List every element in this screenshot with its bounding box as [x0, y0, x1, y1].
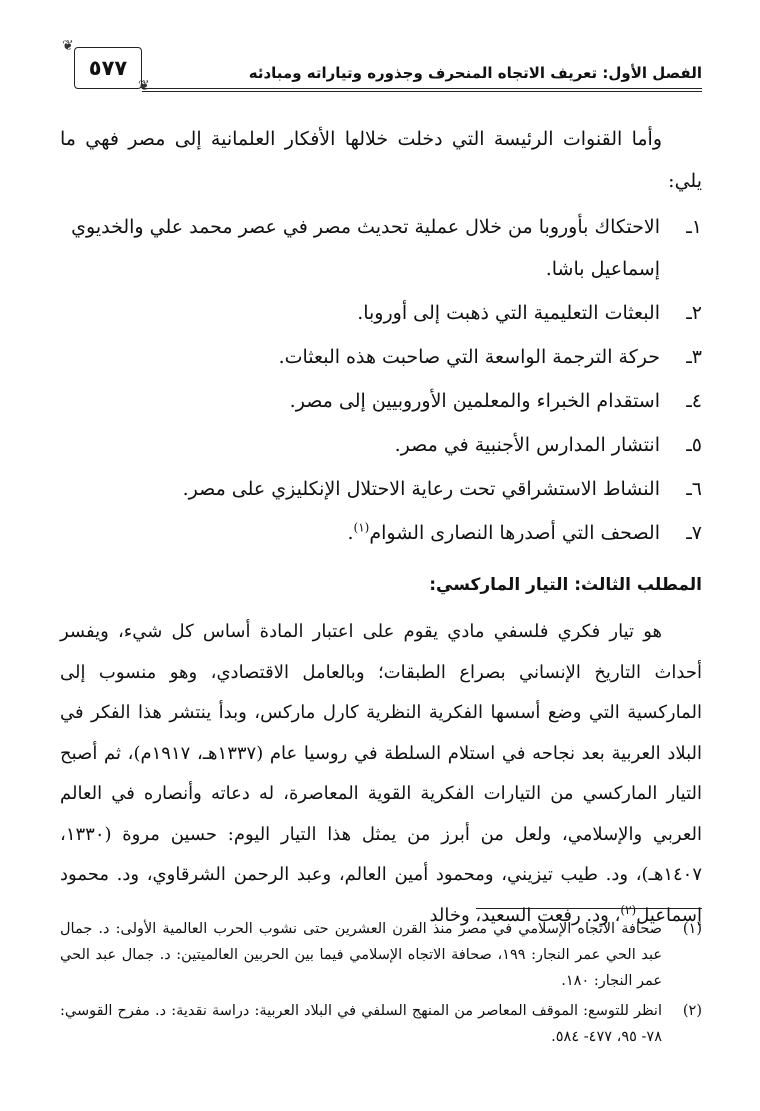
footnote-text: انظر للتوسع: الموقف المعاصر من المنهج السلفي في البلاد العربية: دراسة نقدية: د. مفرح القوسي: ٧٨- ٩٥، ٤٧٧- ٥٨٤.: [60, 1003, 662, 1045]
footnotes: [60, 916, 702, 1054]
list-item: [60, 380, 702, 422]
paragraph-text: هو تيار فكري فلسفي مادي يقوم على اعتبار المادة أساس كل شيء، ويفسر أحداث التاريخ الإنساني بصراع الطبقات؛ وبالعامل الاقتصادي، وهو منسوب إلى الماركسية التي وضع أسسها الفكرية النظرية كارل ماركس، وبدأ ينتشر هذا الفكر في البلاد العربية بعد نجاحه في استلام السلطة في روسيا عام (١٣٣٧هـ، ١٩١٧م)، ثم أصبح التيار الماركسي من التيارات الفكرية القوية المعاصرة، له دعاته وأنصاره في العالم العربي والإسلامي، ولعل من أبرز من يمثل هذا التيار اليوم: حسين مروة (١٣٣٠، ١٤٠٧هـ)، ود. طيب تيزيني، ومحمود أمين العالم، وعبد الرحمن الشرقاوي، ود. محمود إسماعيل: [60, 621, 702, 926]
footnote-divider: [476, 908, 702, 909]
footnote-text: صحافة الاتجاه الإسلامي في مصر منذ القرن العشرين حتى نشوب الحرب العالمية الأولى: د. جمال عبد الحي عمر النجار: ١٩٩، صحافة الاتجاه الإسلامي فيما بين الحربين العالميتين: د. جمال عبد الحي عمر النجار: ١٨٠.: [60, 921, 662, 989]
list-item: [60, 468, 702, 510]
list-text: النشاط الاستشراقي تحت رعاية الاحتلال الإنكليزي على مصر.: [182, 478, 660, 500]
footnote-ref: (١): [353, 520, 370, 535]
page-number-frame: [74, 47, 142, 89]
list-item: [60, 336, 702, 378]
footnote: [60, 998, 702, 1050]
list-number: ٦ـ: [686, 478, 702, 500]
list-item: [60, 206, 702, 290]
list-text-tail: .: [347, 522, 354, 544]
list-item: [60, 292, 702, 334]
footnote-ref: (٢): [620, 902, 637, 917]
header-divider: [142, 91, 702, 92]
list-number: ٤ـ: [686, 390, 702, 412]
list-text: استقدام الخبراء والمعلمين الأوروبيين إلى مصر.: [289, 390, 660, 412]
list-item: [60, 424, 702, 466]
list-text: الاحتكاك بأوروبا من خلال عملية تحديث مصر في عصر محمد علي والخديوي إسماعيل باشا.: [71, 216, 660, 280]
list-number: ١ـ: [686, 216, 702, 238]
list-text: البعثات التعليمية التي ذهبت إلى أوروبا.: [357, 302, 660, 324]
section-heading: المطلب الثالث: التيار الماركسي:: [429, 575, 702, 595]
list-number: ٣ـ: [686, 346, 702, 368]
footnote-number: (١): [682, 921, 702, 937]
list-text: الصحف التي أصدرها النصارى الشوام: [369, 522, 660, 544]
main-text: [60, 118, 702, 936]
list-item: [60, 512, 702, 554]
ornament-icon: ❦: [62, 38, 74, 54]
header-divider: [142, 88, 702, 89]
list-number: ٧ـ: [686, 522, 702, 544]
list-number: ٢ـ: [686, 302, 702, 324]
footnote-number: (٢): [682, 1003, 702, 1019]
list-number: ٥ـ: [686, 434, 702, 456]
chapter-title: الفصل الأول: تعريف الاتجاه المنحرف وجذوره وتياراته ومبادئه: [248, 64, 702, 82]
list-text: حركة الترجمة الواسعة التي صاحبت هذه البعثات.: [278, 346, 660, 368]
page-number: ٥٧٧: [88, 56, 128, 80]
intro-paragraph: وأما القنوات الرئيسة التي دخلت خلالها الأفكار العلمانية إلى مصر فهي ما يلي:: [60, 128, 702, 192]
marxism-paragraph: [60, 612, 702, 936]
ornament-icon: ❦: [138, 78, 150, 94]
running-header: [60, 38, 702, 94]
paragraph-text-tail: ، ود. رفعت السعيد، وخالد: [429, 904, 621, 926]
list-text: انتشار المدارس الأجنبية في مصر.: [394, 434, 660, 456]
footnote: [60, 916, 702, 994]
channels-list: [60, 206, 702, 554]
